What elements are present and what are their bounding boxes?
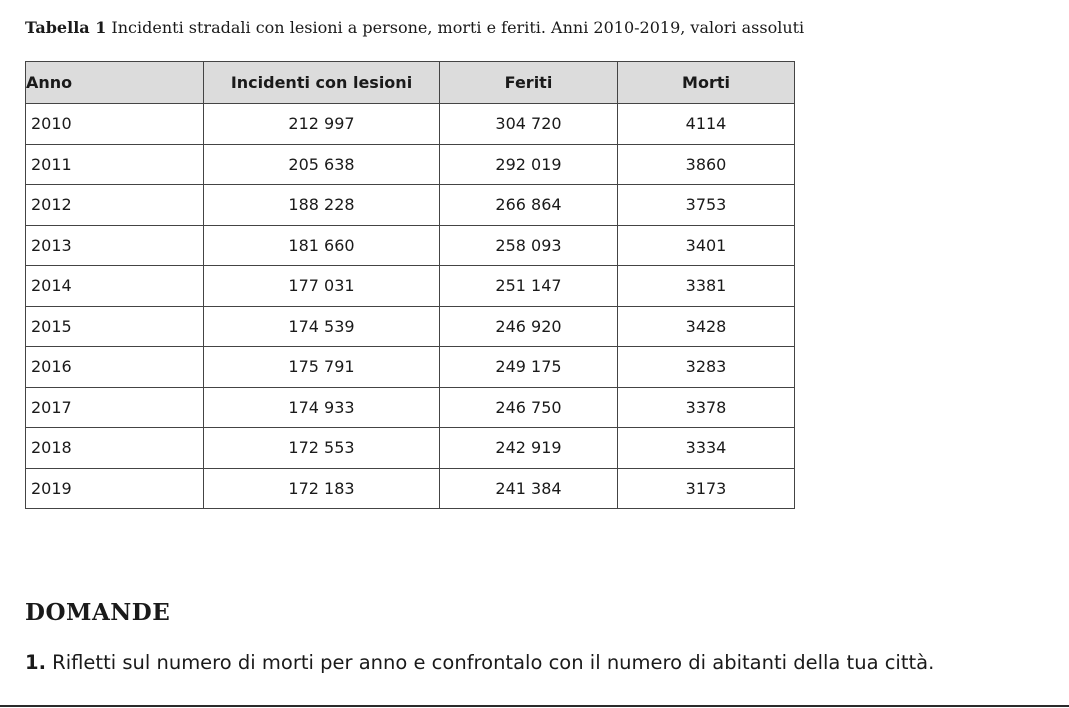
cell-morti: 3334	[618, 428, 795, 469]
header-feriti: Feriti	[440, 62, 618, 104]
bottom-divider	[0, 705, 1069, 707]
table-caption-text: Incidenti stradali con lesioni a persone, morti e feriti. Anni 2010-2019, valori assoluti	[106, 18, 805, 37]
cell-anno: 2014	[26, 266, 204, 307]
cell-feriti: 249 175	[440, 347, 618, 388]
question-text: Rifletti sul numero di morti per anno e confrontalo con il numero di abitanti della tua città.	[45, 651, 935, 674]
cell-anno: 2017	[26, 387, 204, 428]
table-row	[26, 104, 795, 145]
cell-morti: 3753	[618, 185, 795, 226]
cell-incidenti: 174 933	[204, 387, 440, 428]
cell-feriti: 258 093	[440, 225, 618, 266]
table-row	[26, 347, 795, 388]
cell-anno: 2019	[26, 468, 204, 509]
cell-anno: 2013	[26, 225, 204, 266]
cell-incidenti: 181 660	[204, 225, 440, 266]
cell-morti: 4114	[618, 104, 795, 145]
header-incidenti: Incidenti con lesioni	[204, 62, 440, 104]
table-row	[26, 306, 795, 347]
cell-anno: 2015	[26, 306, 204, 347]
cell-incidenti: 188 228	[204, 185, 440, 226]
cell-morti: 3401	[618, 225, 795, 266]
cell-incidenti: 172 183	[204, 468, 440, 509]
cell-feriti: 292 019	[440, 144, 618, 185]
table-row	[26, 266, 795, 307]
table-header-row	[26, 62, 795, 104]
cell-morti: 3378	[618, 387, 795, 428]
table-row	[26, 387, 795, 428]
section-title: DOMANDE	[25, 599, 171, 626]
data-table	[25, 61, 795, 509]
cell-feriti: 266 864	[440, 185, 618, 226]
cell-incidenti: 177 031	[204, 266, 440, 307]
question-number: 1.	[25, 651, 46, 674]
cell-morti: 3428	[618, 306, 795, 347]
table-row	[26, 468, 795, 509]
cell-feriti: 246 750	[440, 387, 618, 428]
cell-feriti: 251 147	[440, 266, 618, 307]
table-row	[26, 428, 795, 469]
cell-incidenti: 205 638	[204, 144, 440, 185]
cell-anno: 2012	[26, 185, 204, 226]
cell-anno: 2016	[26, 347, 204, 388]
cell-anno: 2018	[26, 428, 204, 469]
cell-incidenti: 212 997	[204, 104, 440, 145]
cell-incidenti: 175 791	[204, 347, 440, 388]
question-1	[25, 649, 1055, 676]
cell-morti: 3173	[618, 468, 795, 509]
cell-incidenti: 174 539	[204, 306, 440, 347]
cell-morti: 3860	[618, 144, 795, 185]
cell-morti: 3381	[618, 266, 795, 307]
cell-anno: 2010	[26, 104, 204, 145]
cell-anno: 2011	[26, 144, 204, 185]
cell-feriti: 241 384	[440, 468, 618, 509]
header-morti: Morti	[618, 62, 795, 104]
table-caption-label: Tabella 1	[25, 18, 107, 37]
cell-feriti: 242 919	[440, 428, 618, 469]
table-row	[26, 144, 795, 185]
cell-feriti: 246 920	[440, 306, 618, 347]
table-row	[26, 225, 795, 266]
table-caption	[25, 18, 804, 37]
header-anno: Anno	[26, 62, 204, 104]
table-row	[26, 185, 795, 226]
cell-morti: 3283	[618, 347, 795, 388]
cell-feriti: 304 720	[440, 104, 618, 145]
cell-incidenti: 172 553	[204, 428, 440, 469]
